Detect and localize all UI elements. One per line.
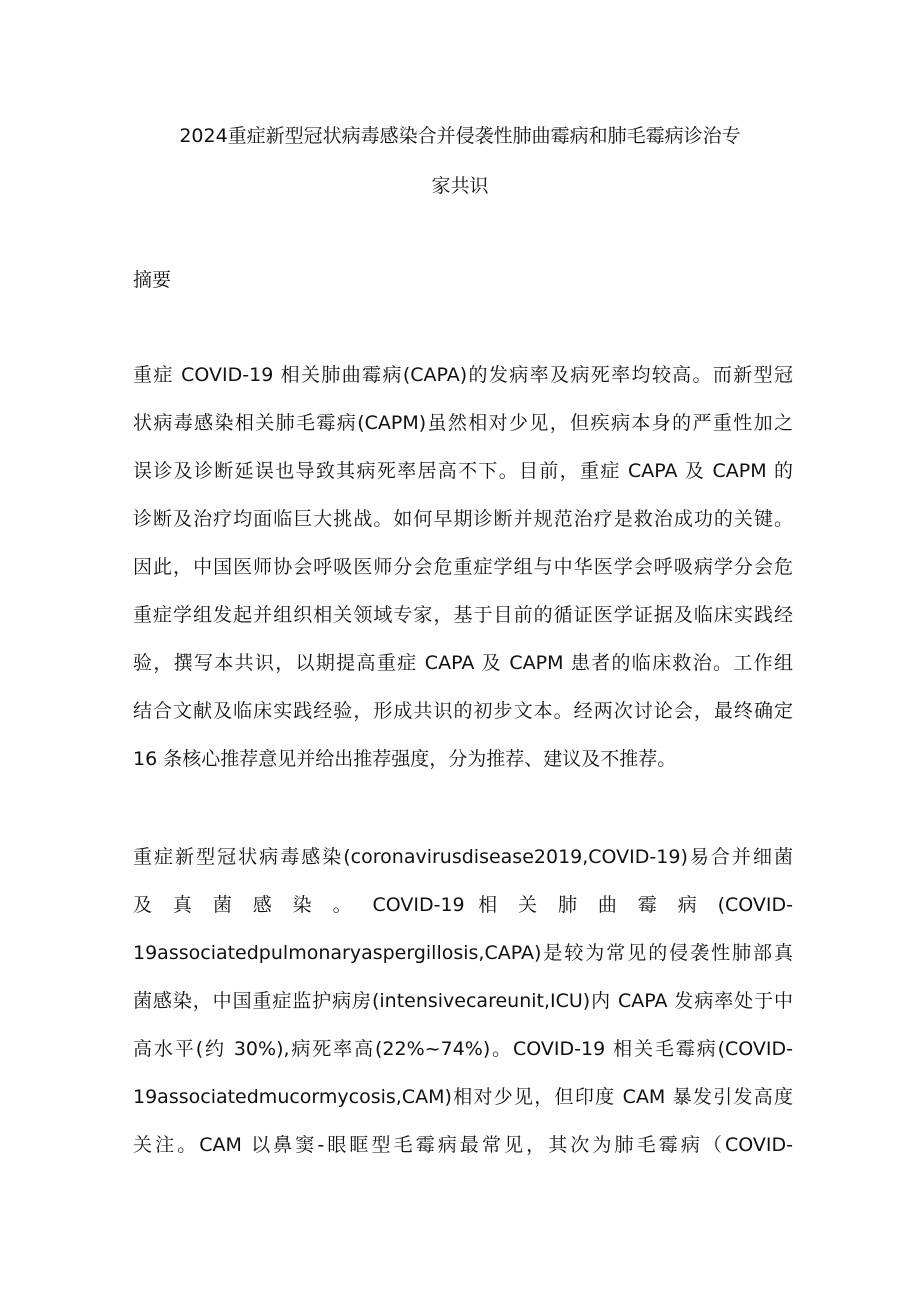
paragraph-line: 验，撰写本共识，以期提高重症 CAPA 及 CAPM 患者的临床救治。工作组 — [133, 652, 793, 674]
paragraph-line: 误诊及诊断延误也导致其病死率居高不下。目前，重症 CAPA 及 CAPM 的 — [133, 460, 793, 482]
paragraph-line: 状病毒感染相关肺毛霉病(CAPM)虽然相对少见，但疾病本身的严重性加之 — [133, 412, 793, 434]
paragraph-line: 重症新型冠状病毒感染(coronavirusdisease2019,COVID-19)易合并细菌 — [133, 846, 793, 868]
paragraph-line: 因此，中国医师协会呼吸医师分会危重症学组与中华医学会呼吸病学分会危 — [133, 556, 793, 578]
paragraph-line: 19associatedmucormycosis,CAM)相对少见，但印度 CAM 暴发引发高度 — [133, 1086, 793, 1108]
paragraph-line: 结合文献及临床实践经验，形成共识的初步文本。经两次讨论会，最终确定 — [133, 700, 793, 722]
document-title-line-2: 家共识 — [431, 175, 489, 197]
body-paragraph — [133, 843, 793, 1179]
paragraph-line: 关注。CAM 以鼻窦-眼眶型毛霉病最常见，其次为肺毛霉病（COVID- — [133, 1134, 793, 1156]
abstract-paragraph — [133, 361, 793, 793]
paragraph-line: 19associatedpulmonaryaspergillosis,CAPA)是较为常见的侵袭性肺部真 — [133, 942, 793, 964]
paragraph-line: 重症学组发起并组织相关领域专家，基于目前的循证医学证据及临床实践经 — [133, 604, 793, 626]
document-title-line-1: 2024重症新型冠状病毒感染合并侵袭性肺曲霉病和肺毛霉病诊治专 — [179, 125, 741, 147]
paragraph-line: 及 真 菌 感 染 。 COVID-19 相 关 肺 曲 霉 病 (COVID- — [133, 894, 793, 916]
abstract-heading: 摘要 — [133, 269, 172, 291]
paragraph-line: 高水平(约 30%),病死率高(22%~74%)。COVID-19 相关毛霉病(COVID- — [133, 1038, 793, 1060]
paragraph-line: 菌感染，中国重症监护病房(intensivecareunit,ICU)内 CAPA 发病率处于中 — [133, 990, 793, 1012]
paragraph-line: 重症 COVID-19 相关肺曲霉病(CAPA)的发病率及病死率均较高。而新型冠 — [133, 364, 793, 386]
paragraph-line: 诊断及治疗均面临巨大挑战。如何早期诊断并规范治疗是救治成功的关键。 — [133, 508, 793, 530]
paragraph-line: 16 条核心推荐意见并给出推荐强度，分为推荐、建议及不推荐。 — [133, 748, 677, 770]
